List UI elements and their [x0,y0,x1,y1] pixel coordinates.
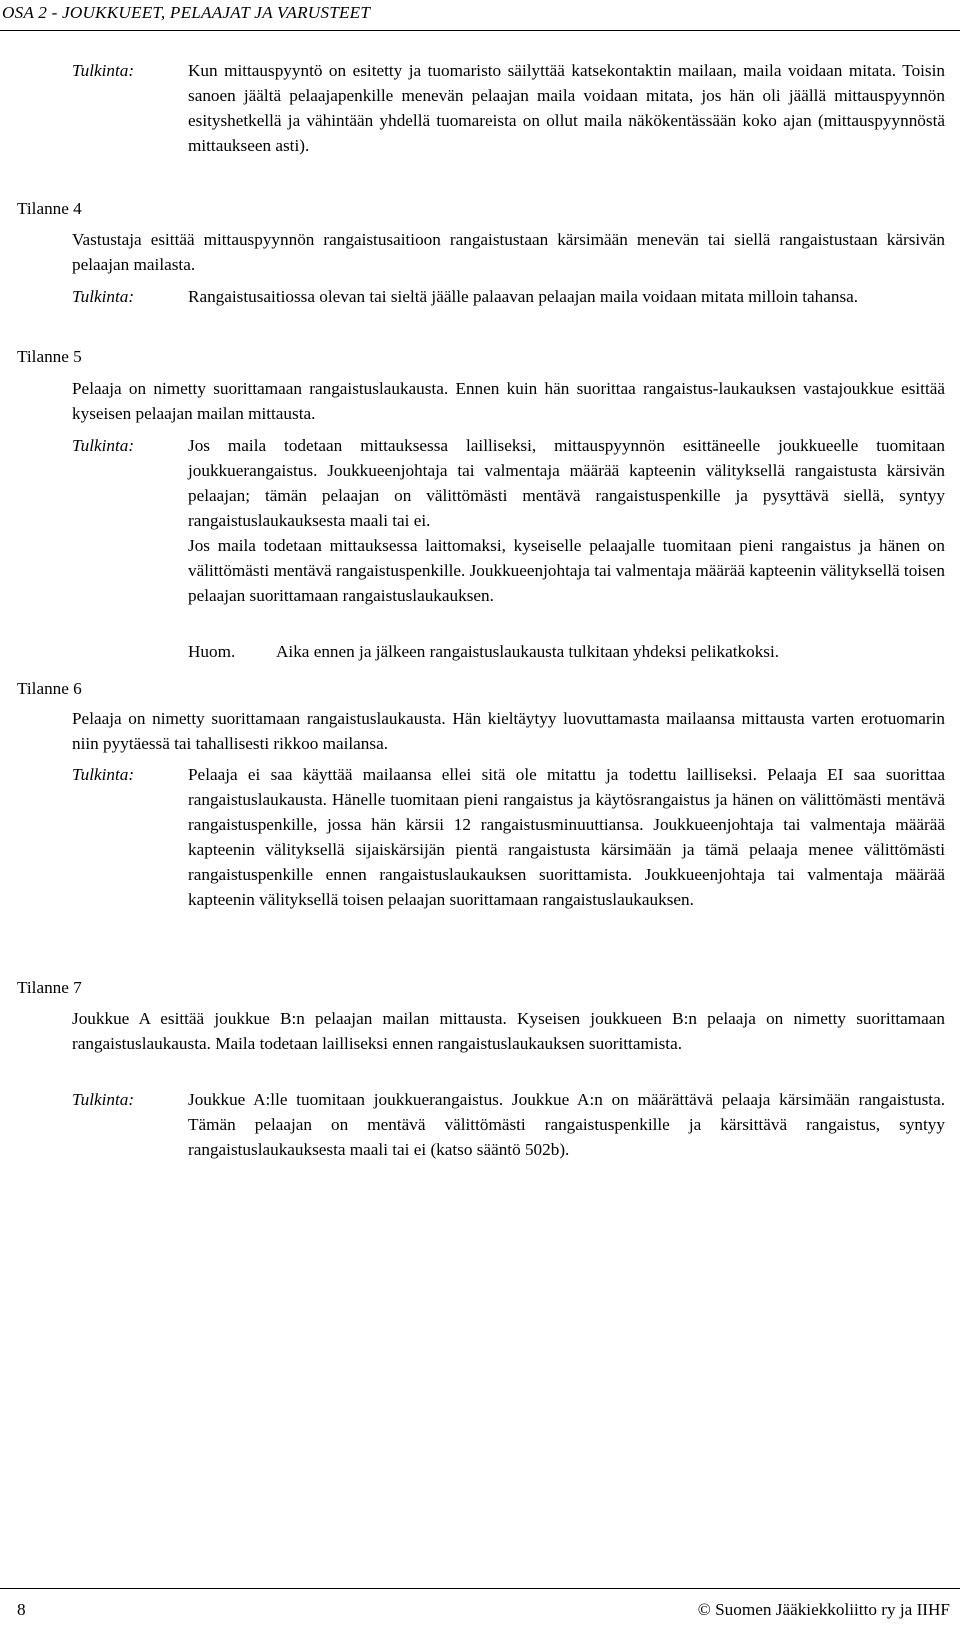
page-number: 8 [17,1600,26,1619]
heading-tilanne-4: Tilanne 4 [17,199,82,218]
page-header [0,0,960,31]
interpretation-4-text: Rangaistusaitiossa olevan tai sieltä jäälle palaavan pelaajan maila voidaan mitata milloin tahansa. [188,287,859,306]
situation-5-text: Pelaaja on nimetty suorittamaan rangaistuslaukausta. Ennen kuin hän suorittaa rangaistus-laukauksen vastajoukkue esittää kyseisen pelaajan mailan mittausta. [72,379,945,423]
header-title: OSA 2 - JOUKKUEET, PELAAJAT JA VARUSTEET [2,3,371,22]
heading-tilanne-7: Tilanne 7 [17,978,82,997]
interpretation-5-text-1: Jos maila todetaan mittauksessa lailliseksi, mittauspyynnön esittäneelle joukkueelle tuomitaan joukkuerangaistus. Joukkueenjohtaja tai valmentaja määrää kapteenin välityksellä rangaistusta kärsivän pelaajan; tämän pelaajan on välittömästi mentävä rangaistuspenkille ja pysyttävä siellä, syntyy rangaistuslaukauksesta maali tai ei. [188,436,945,530]
interpretation-label: Tulkinta: [72,1090,135,1109]
note-label: Huom. [188,642,236,661]
interpretation-label: Tulkinta: [72,61,135,80]
footer-publisher: Suomen Jääkiekkoliitto ry ja IIHF [715,1600,950,1619]
heading-tilanne-5: Tilanne 5 [17,347,82,366]
situation-4-text: Vastustaja esittää mittauspyynnön rangaistusaitioon rangaistustaan kärsimään menevän tai siellä rangaistustaan kärsivän pelaajan mailasta. [72,230,945,274]
interpretation-6-text: Pelaaja ei saa käyttää mailaansa ellei sitä ole mitattu ja todettu lailliseksi. Pelaaja EI saa suorittaa rangaistuslaukausta. Hänelle tuomitaan pieni rangaistus ja käytösrangaistus ja hänen on välittömästi mentävä rangaistuspenkille, jossa hän kärsii 12 rangaistusminuuttiansa. Joukkueenjohtaja tai valmentaja määrää kapteenin välityksellä sijaiskärsijän pientä rangaistusta kärsimään ja tämä pelaaja menee välittömästi rangaistuspenkille ennen rangaistuslaukauksen suorittamista. Joukkueenjohtaja tai valmentaja määrää kapteenin välityksellä toisen pelaajan suorittamaan rangaistuslaukauksen. [188,765,945,909]
note-text: Aika ennen ja jälkeen rangaistuslaukausta tulkitaan yhdeksi pelikatkoksi. [276,642,780,661]
intro-interpretation: Kun mittauspyyntö on esitetty ja tuomaristo säilyttää katsekontaktin mailaan, maila voidaan mitata. Toisin sanoen jäältä pelaajapenkille menevän pelaajan maila voidaan mitata, jos hän oli jäällä mittauspyynnön esityshetkellä ja vähintään yhdellä tuomareista on ollut maila näkökentässään koko ajan (mittauspyynnöstä mittaukseen asti). [188,61,945,155]
interpretation-label: Tulkinta: [72,765,135,784]
interpretation-label: Tulkinta: [72,436,135,455]
interpretation-label: Tulkinta: [72,287,135,306]
interpretation-7-text: Joukkue A:lle tuomitaan joukkuerangaistus. Joukkue A:n on määrättävä pelaaja kärsimään rangaistusta. Tämän pelaajan on mentävä välittömästi rangaistuspenkille ja kärsittävä rangaistus, syntyy rangaistuslaukauksesta maali tai ei (katso sääntö 502b). [188,1090,945,1159]
situation-6-text: Pelaaja on nimetty suorittamaan rangaistuslaukausta. Hän kieltäytyy luovuttamasta mailaansa mittausta varten erotuomarin niin pyytäessä tai tahallisesti rikkoo mailansa. [72,709,945,753]
situation-7-text: Joukkue A esittää joukkue B:n pelaajan mailan mittausta. Kyseisen joukkueen B:n pelaaja on nimetty suorittamaan rangaistuslaukausta. Maila todetaan lailliseksi ennen rangaistuslaukauksen suorittamista. [72,1009,945,1053]
heading-tilanne-6: Tilanne 6 [17,679,82,698]
copyright-icon: © [697,1600,711,1619]
footer-divider [0,1588,960,1589]
note-5 [188,639,945,664]
interpretation-5-text-2: Jos maila todetaan mittauksessa laittomaksi, kyseiselle pelaajalle tuomitaan pieni rangaistus ja hänen on välittömästi mentävä rangaistuspenkille. Joukkueenjohtaja tai valmentaja määrää kapteenin välityksellä toisen pelaajan suorittamaan rangaistuslaukauksen. [188,536,945,605]
footer-copyright [698,1597,950,1622]
